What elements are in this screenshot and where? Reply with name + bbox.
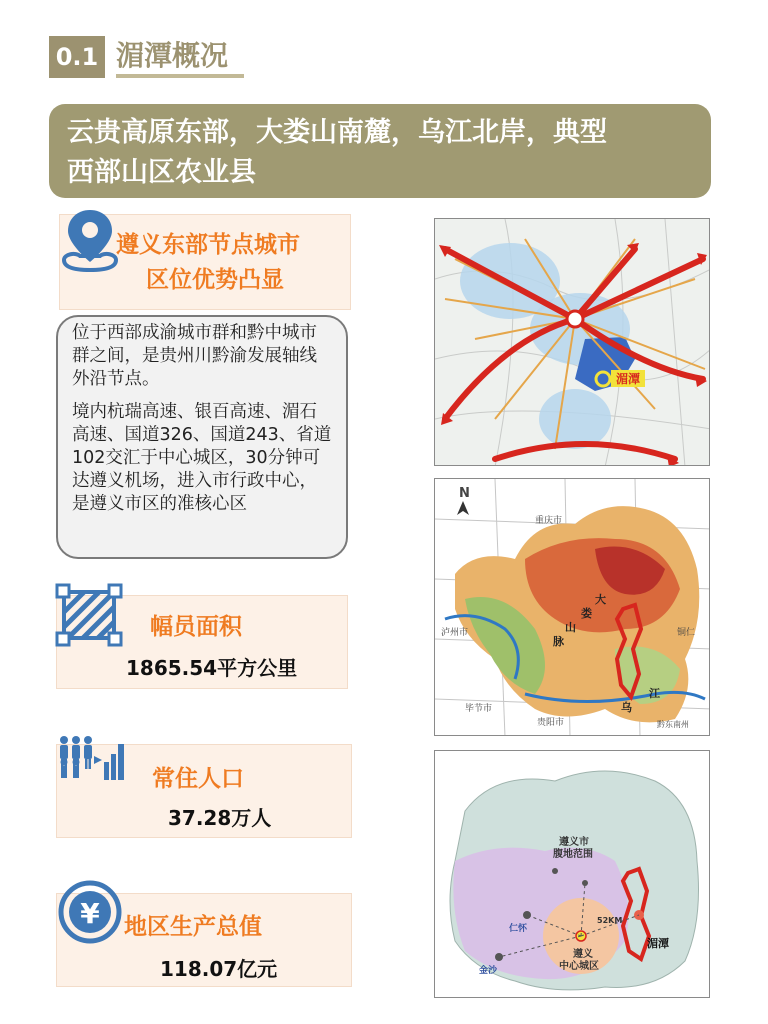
terrain-map-graphic bbox=[435, 479, 710, 736]
map-label-chongqing: 重庆市 bbox=[535, 516, 563, 526]
title-underline bbox=[116, 74, 244, 78]
zunyi-label-meitan: 湄潭 bbox=[647, 937, 669, 950]
zunyi-map-graphic bbox=[435, 751, 710, 998]
gdp-label: 地区生产总值 bbox=[124, 914, 262, 940]
svg-text:¥: ¥ bbox=[80, 897, 100, 930]
headline-line-1: 云贵高原东部，大娄山南麓，乌江北岸，典型 bbox=[67, 117, 607, 148]
location-pin-icon bbox=[58, 206, 122, 274]
yuan-icon bbox=[56, 878, 124, 946]
map-label-qiandongnan: 黔东南州 bbox=[657, 720, 689, 729]
map-label-wu: 乌 bbox=[621, 701, 632, 714]
gdp-value: 118.07亿元 bbox=[160, 957, 278, 981]
zunyi-map bbox=[434, 750, 710, 998]
section-title: 湄潭概况 bbox=[116, 39, 229, 72]
map-label-luzhou: 泸州市 bbox=[441, 628, 469, 638]
section-number: 0.1 bbox=[49, 36, 105, 78]
map-label-mai: 脉 bbox=[553, 635, 564, 648]
area-label: 幅员面积 bbox=[150, 614, 242, 640]
population-label: 常住人口 bbox=[152, 766, 244, 792]
regional-map-graphic bbox=[435, 219, 710, 466]
area-value: 1865.54平方公里 bbox=[126, 656, 298, 680]
map-label-lou: 娄 bbox=[581, 607, 592, 620]
zunyi-label-center: 中心城区 bbox=[559, 961, 599, 972]
meitan-highlight-label: 湄潭 bbox=[615, 372, 641, 386]
population-value: 37.28万人 bbox=[168, 806, 272, 830]
map-label-da: 大 bbox=[595, 593, 606, 606]
zunyi-label-renhuai: 仁怀 bbox=[509, 924, 528, 934]
zunyi-distance-label: 52KM bbox=[597, 916, 623, 925]
area-icon bbox=[54, 582, 124, 648]
location-title-line-1: 遵义东部节点城市 bbox=[116, 232, 300, 258]
north-arrow-label: N bbox=[459, 486, 470, 501]
zunyi-hinterland-title: 遵义市 bbox=[559, 837, 589, 848]
location-paragraph-1: 位于西部成渝城市群和黔中城市群之间，是贵州川黔渝发展轴线外沿节点。 bbox=[72, 323, 317, 389]
headline-banner bbox=[49, 104, 711, 198]
map-label-shan: 山 bbox=[565, 621, 576, 634]
location-title-line-2: 区位优势凸显 bbox=[146, 267, 284, 293]
map-label-guiyang: 贵阳市 bbox=[537, 718, 565, 728]
map-label-bijie: 毕节市 bbox=[465, 704, 493, 714]
zunyi-label-jinsha: 金沙 bbox=[479, 966, 498, 976]
map-label-jiang: 江 bbox=[649, 687, 660, 700]
map-label-tongren: 铜仁 bbox=[677, 628, 696, 638]
zunyi-label-city: 遵义 bbox=[573, 949, 593, 960]
headline-line-2: 西部山区农业县 bbox=[67, 157, 256, 188]
terrain-map bbox=[434, 478, 710, 736]
zunyi-hinterland-subtitle: 腹地范围 bbox=[553, 849, 593, 860]
regional-map bbox=[434, 218, 710, 466]
location-paragraph-2: 境内杭瑞高速、银百高速、湄石高速、国道326、国道243、省道102交汇于中心城区，30分钟可达遵义机场，进入市行政中心，是遵义市区的准核心区 bbox=[72, 402, 332, 514]
location-title bbox=[116, 228, 348, 298]
population-icon bbox=[58, 732, 128, 784]
location-description bbox=[56, 315, 348, 559]
